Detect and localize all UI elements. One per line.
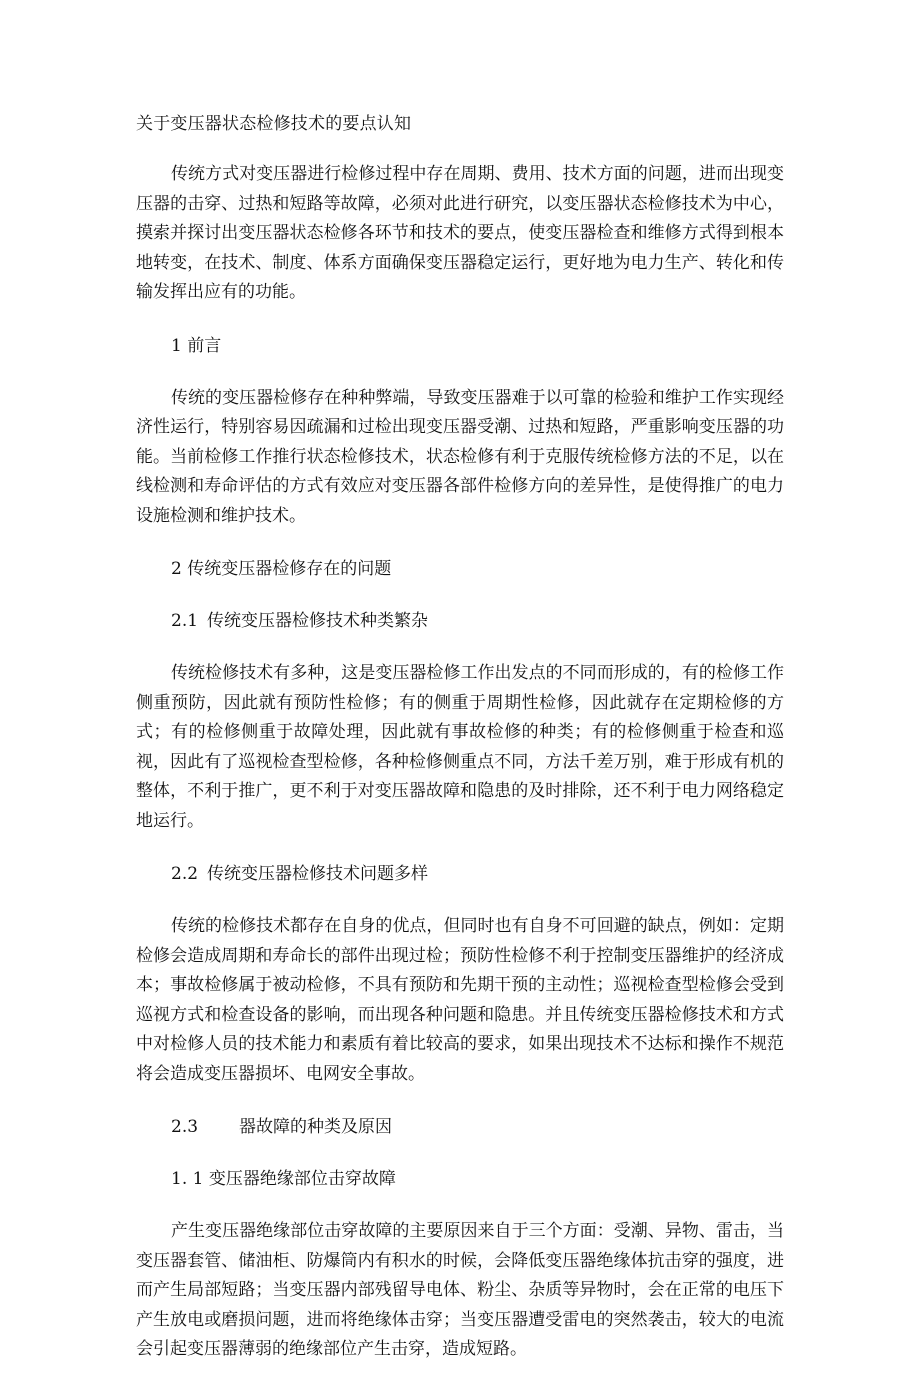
section-2-2-paragraph: 传统的检修技术都存在自身的优点，但同时也有自身不可回避的缺点，例如：定期检修会造成周期和寿命长的部件出现过检；预防性检修不利于控制变压器维护的经济成本；事故检修属于被动检修，不具有预防和先期干预的主动性；巡视检查型检修会受到巡视方式和检查设备的影响，而出现各种问题和隐患。并且传统变压器检修技术和方式中对检修人员的技术能力和素质有着比较高的要求，如果出现技术不达标和操作不规范将会造成变压器损坏、电网安全事故。: [136, 916, 784, 1084]
section-1-paragraph: 传统的变压器检修存在种种弊端，导致变压器难于以可靠的检验和维护工作实现经济性运行，特别容易因疏漏和过检出现变压器受潮、过热和短路，严重影响变压器的功能。当前检修工作推行状态检修技术，状态检修有利于克服传统检修方法的不足，以在线检测和寿命评估的方式有效应对变压器各部件检修方向的差异性，是使得推广的电力设施检测和维护技术。: [136, 387, 784, 526]
section-heading-1: 1 前言: [171, 335, 222, 356]
section-heading-1-1: 1. 1 变压器绝缘部位击穿故障: [171, 1169, 396, 1189]
section-2-1-paragraph: 传统检修技术有多种，这是变压器检修工作出发点的不同而形成的，有的检修工作侧重预防，因此就有预防性检修；有的侧重于周期性检修，因此就存在定期检修的方式；有的检修侧重于故障处理，因此就有事故检修的种类；有的检修侧重于检查和巡视，因此有了巡视检查型检修，各种检修侧重点不同，方法千差万别，难于形成有机的整体，不利于推广，更不利于对变压器故障和隐患的及时排除，还不利于电力网络稳定地运行。: [136, 663, 784, 831]
section-number: 2.1: [171, 611, 199, 631]
section-heading-2-3: [171, 1113, 784, 1141]
section-number: 2.3: [171, 1117, 199, 1137]
section-number: 2.2: [171, 864, 199, 884]
section-title: 传统变压器检修技术种类繁杂: [207, 611, 428, 631]
document-page: [136, 110, 784, 1389]
abstract-paragraph: 传统方式对变压器进行检修过程中存在周期、费用、技术方面的问题，进而出现变压器的击穿、过热和短路等故障，必须对此进行研究，以变压器状态检修技术为中心，摸索并探讨出变压器状态检修各环节和技术的要点，使变压器检查和维修方式得到根本地转变，在技术、制度、体系方面确保变压器稳定运行，更好地为电力生产、转化和传输发挥出应有的功能。: [136, 164, 784, 302]
section-title: 器故障的种类及原因: [239, 1117, 392, 1137]
section-title: 传统变压器检修技术问题多样: [207, 864, 428, 884]
section-heading-2: 2 传统变压器检修存在的问题: [171, 559, 392, 579]
section-heading-2-2: [171, 860, 784, 888]
section-1-1-paragraph: 产生变压器绝缘部位击穿故障的主要原因来自于三个方面：受潮、异物、雷击，当变压器套管、储油柜、防爆筒内有积水的时候，会降低变压器绝缘体抗击穿的强度，进而产生局部短路；当变压器内部残留导电体、粉尘、杂质等异物时，会在正常的电压下产生放电或磨损问题，进而将绝缘体击穿；当变压器遭受雷电的突然袭击，较大的电流会引起变压器薄弱的绝缘部位产生击穿，造成短路。: [136, 1221, 784, 1359]
document-title: 关于变压器状态检修技术的要点认知: [136, 114, 412, 134]
section-heading-2-1: [171, 607, 784, 635]
